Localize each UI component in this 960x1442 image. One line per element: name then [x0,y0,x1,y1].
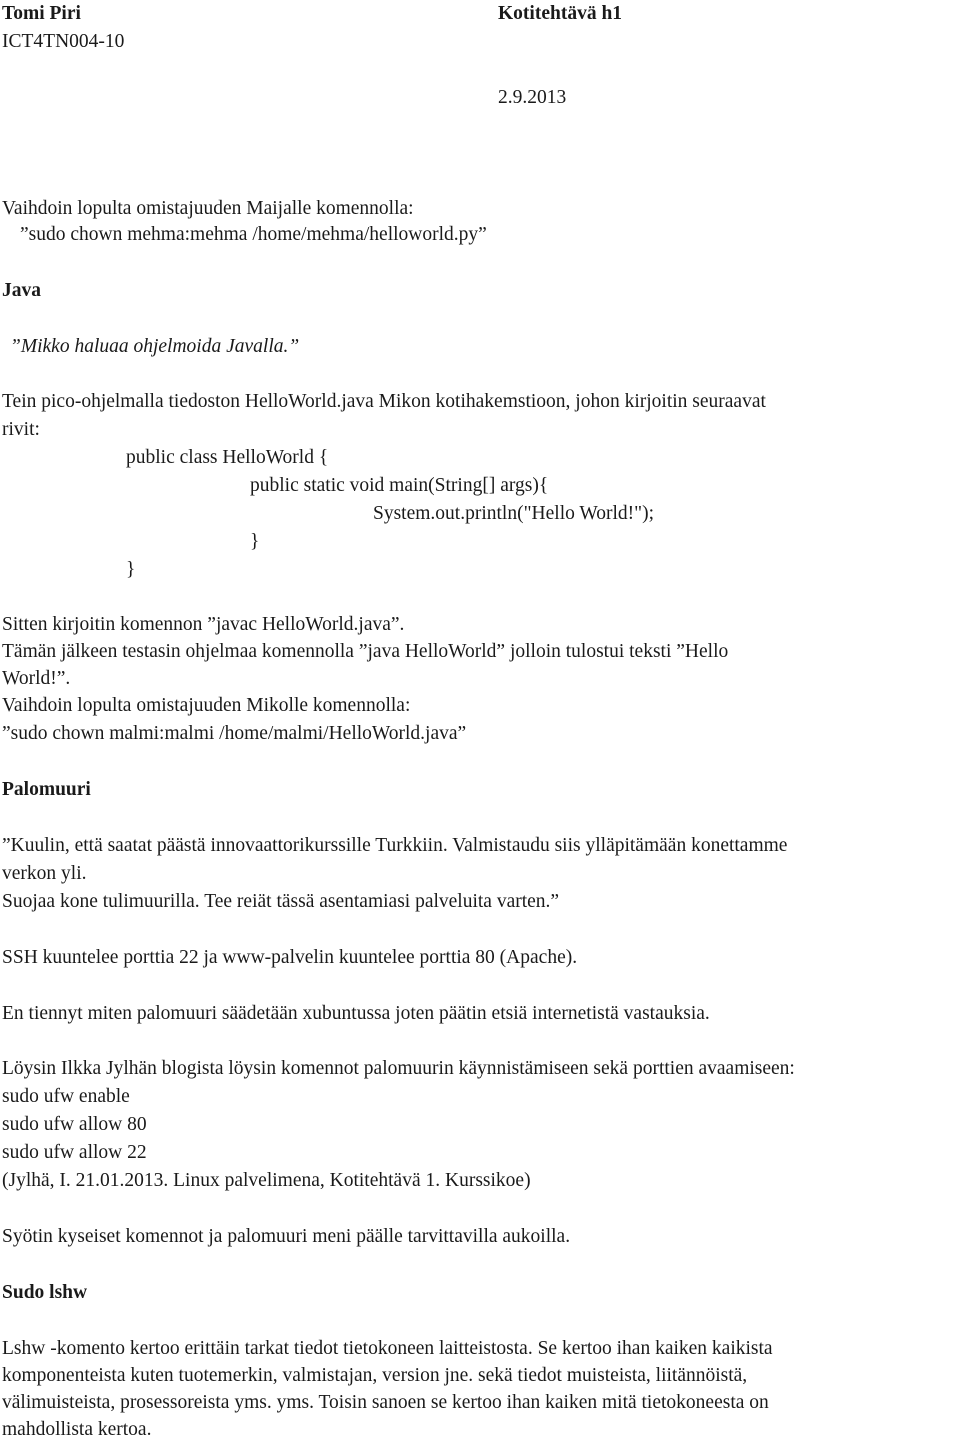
java-paragraph-line: Sitten kirjoitin komennon ”javac HelloWorld.java”. [2,614,405,635]
palomuuri-paragraph: SSH kuuntelee porttia 22 ja www-palvelin kuuntelee porttia 80 (Apache). [2,947,578,968]
course-code: ICT4TN004-10 [2,31,125,52]
lshw-paragraph-line: komponenteista kuten tuotemerkin, valmistajan, version jne. sekä tiedot muisteista, liitännöistä, [2,1365,748,1386]
java-command: ”sudo chown malmi:malmi /home/malmi/HelloWorld.java” [2,723,467,744]
lshw-paragraph-line: mahdollista kertoa. [2,1419,152,1440]
java-paragraph-line: Tämän jälkeen testasin ohjelmaa komennolla ”java HelloWorld” jolloin tulostui teksti ”Hello [2,641,729,662]
java-paragraph-line: World!”. [2,668,71,689]
palomuuri-quote-line: verkon yli. [2,863,87,884]
code-line: } [250,531,260,552]
lshw-paragraph-line: Lshw -komento kertoo erittäin tarkat tiedot tietokoneen laitteistosta. Se kertoo ihan kaiken kaikista [2,1338,773,1359]
code-line: public class HelloWorld { [126,447,329,468]
code-line: System.out.println("Hello World!"); [373,503,655,524]
palomuuri-paragraph: Löysin Ilkka Jylhän blogista löysin komennot palomuurin käynnistämiseen sekä porttien avaamiseen: [2,1058,795,1079]
palomuuri-paragraph: En tiennyt miten palomuuri säädetään xubuntussa joten päätin etsiä internetistä vastauksia. [2,1003,710,1024]
ufw-command: sudo ufw allow 80 [2,1114,147,1135]
java-paragraph-line: rivit: [2,419,40,440]
java-assignment-quote: ”Mikko haluaa ohjelmoida Javalla.” [10,336,300,357]
document-date: 2.9.2013 [498,87,567,108]
intro-line: Vaihdoin lopulta omistajuuden Maijalle komennolla: [2,198,414,219]
document-title: Kotitehtävä h1 [498,3,623,24]
code-line: public static void main(String[] args){ [250,475,549,496]
section-heading-palomuuri: Palomuuri [2,779,91,800]
java-paragraph-line: Vaihdoin lopulta omistajuuden Mikolle komennolla: [2,695,411,716]
ufw-command: sudo ufw allow 22 [2,1142,147,1163]
lshw-paragraph-line: välimuisteista, prosessoreista yms. yms. Toisin sanoen se kertoo ihan kaiken mitä tietokoneesta on [2,1392,769,1413]
java-paragraph-line: Tein pico-ohjelmalla tiedoston HelloWorld.java Mikon kotihakemstioon, johon kirjoitin seuraavat [2,391,766,412]
intro-command: ”sudo chown mehma:mehma /home/mehma/helloworld.py” [20,224,487,245]
palomuuri-quote-line: Suojaa kone tulimuurilla. Tee reiät tässä asentamiasi palveluita varten.” [2,891,560,912]
palomuuri-quote-line: ”Kuulin, että saatat päästä innovaattorikurssille Turkkiin. Valmistaudu siis ylläpitämään konettamme [2,835,788,856]
author-name: Tomi Piri [2,3,81,24]
section-heading-java: Java [2,280,41,301]
code-line: } [126,559,136,580]
ufw-command: sudo ufw enable [2,1086,130,1107]
citation: (Jylhä, I. 21.01.2013. Linux palvelimena, Kotitehtävä 1. Kurssikoe) [2,1170,531,1191]
section-heading-lshw: Sudo lshw [2,1282,88,1303]
palomuuri-paragraph: Syötin kyseiset komennot ja palomuuri meni päälle tarvittavilla aukoilla. [2,1226,571,1247]
